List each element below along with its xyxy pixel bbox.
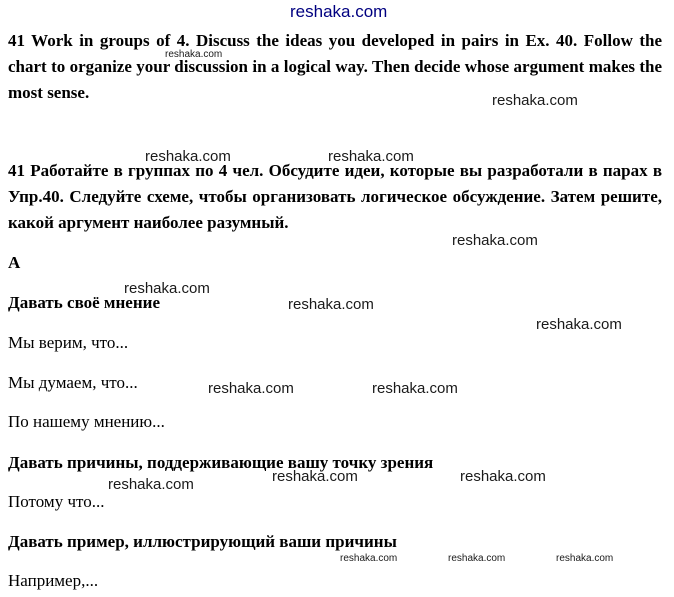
section-heading-reasons: Давать причины, поддерживающие вашу точку зрения	[8, 453, 434, 472]
phrase-because: Потому что...	[8, 492, 105, 511]
watermark-top: reshaka.com	[290, 2, 388, 21]
watermark: reshaka.com	[448, 553, 506, 564]
watermark: reshaka.com	[272, 468, 358, 485]
phrase-for-example: Например,...	[8, 571, 99, 590]
exercise-text-russian: 41 Работайте в группах по 4 чел. Обсудите идеи, которые вы разработали в парах в Упр.40. Следуйте схеме, чтобы организовать логическое обсуждение. Затем решите, какой аргумент наиболее разумный.	[8, 161, 662, 232]
watermark: reshaka.com	[556, 553, 614, 564]
watermark: reshaka.com	[165, 49, 223, 60]
watermark: reshaka.com	[536, 316, 622, 333]
watermark: reshaka.com	[145, 148, 231, 165]
phrase-we-think: Мы думаем, что...	[8, 373, 138, 392]
watermark: reshaka.com	[452, 232, 538, 249]
watermark: reshaka.com	[108, 476, 194, 493]
phrase-in-our-opinion: По нашему мнению...	[8, 412, 165, 431]
watermark: reshaka.com	[208, 380, 294, 397]
section-letter: A	[8, 253, 21, 272]
section-heading-example: Давать пример, иллюстрирующий ваши причины	[8, 532, 397, 551]
watermark: reshaka.com	[288, 296, 374, 313]
watermark: reshaka.com	[328, 148, 414, 165]
watermark: reshaka.com	[460, 468, 546, 485]
watermark: reshaka.com	[124, 280, 210, 297]
watermark: reshaka.com	[340, 553, 398, 564]
watermark: reshaka.com	[492, 92, 578, 109]
section-heading-opinion: Давать своё мнение	[8, 293, 160, 312]
watermark: reshaka.com	[372, 380, 458, 397]
phrase-we-believe: Мы верим, что...	[8, 333, 129, 352]
exercise-text-english: 41 Work in groups of 4. Discuss the ideas you developed in pairs in Ex. 40. Follow the chart to organize your discussion in a logical way. Then decide whose argument makes the most sense.	[8, 31, 662, 102]
